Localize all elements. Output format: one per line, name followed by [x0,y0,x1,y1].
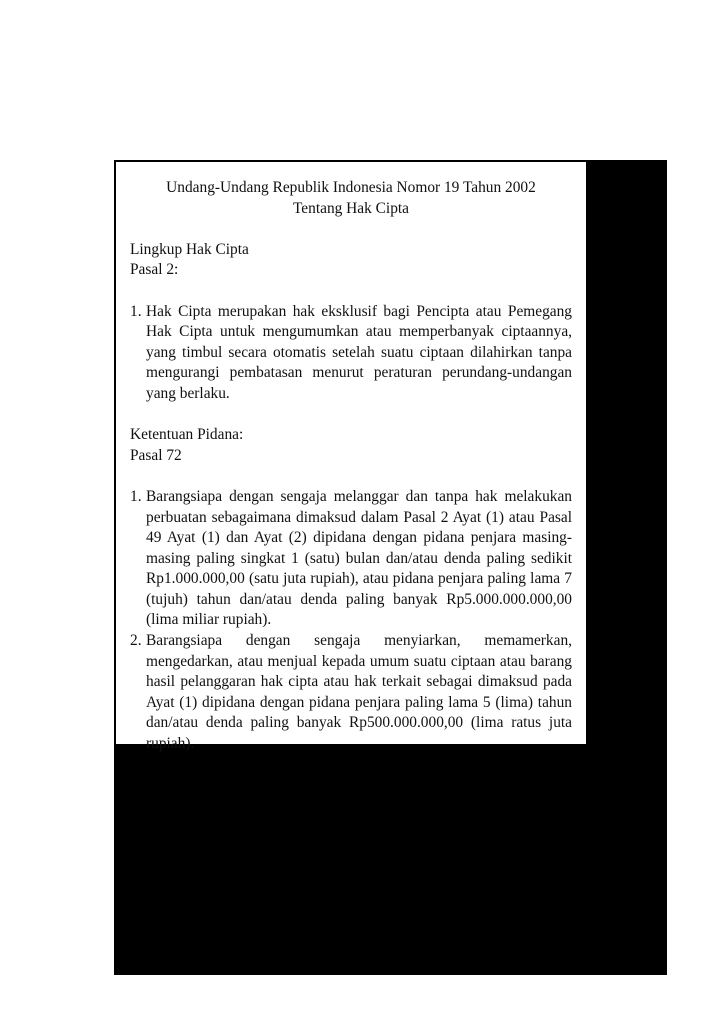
scope-clause-list [130,302,572,405]
section-penalty-article: Pasal 72 [130,446,182,464]
section-scope-article: Pasal 2: [130,261,179,279]
penalty-clause-list [130,487,572,755]
notice-title-line-2: Tentang Hak Cipta [292,199,410,217]
clause-text: Hak Cipta merupakan hak eksklusif bagi Pencipta atau Pemegang Hak Cipta untuk mengumumkan atau memperbanyak ciptaannya, yang timbul secara otomatis setelah suatu ciptaan dilahirkan tanpa mengurangi pembatasan menurut peraturan perundang-undangan yang berlaku. [146,302,572,402]
section-penalty-heading [130,425,572,466]
clause-number: 1. [130,302,142,320]
notice-title [130,178,572,219]
section-scope-heading [130,240,572,281]
clause-number: 2. [130,632,142,650]
scope-clause-item [130,302,572,405]
clause-number: 1. [130,487,142,505]
notice-title-line-1: Undang-Undang Republik Indonesia Nomor 19 Tahun 2002 [166,179,536,196]
penalty-clause-item [130,631,572,755]
section-scope-title: Lingkup Hak Cipta [130,240,249,258]
clause-text: Barangsiapa dengan sengaja menyiarkan, memamerkan, mengedarkan, atau menjual kepada umum suatu ciptaan atau barang hasil pelanggaran hak cipta atau hak terkait sebagai dimaksud pada Ayat (1) dipidana dengan pidana penjara paling lama 5 (lima) tahun dan/atau denda paling banyak Rp500.000.000,00 (lima ratus juta rupiah). [146,632,572,753]
copyright-notice-box [116,162,586,753]
section-penalty-title: Ketentuan Pidana: [130,426,244,444]
penalty-clause-item [130,487,572,631]
clause-text: Barangsiapa dengan sengaja melanggar dan tanpa hak melakukan perbuatan sebagaimana dimaksud dalam Pasal 2 Ayat (1) atau Pasal 49 Ayat (1) dan Ayat (2) dipidana dengan pidana penjara masing-masing paling singkat 1 (satu) bulan dan/atau denda paling sedikit Rp1.000.000,00 (satu juta rupiah), atau pidana penjara paling lama 7 (tujuh) tahun dan/atau denda paling banyak Rp5.000.000.000,00 (lima miliar rupiah). [146,487,572,629]
